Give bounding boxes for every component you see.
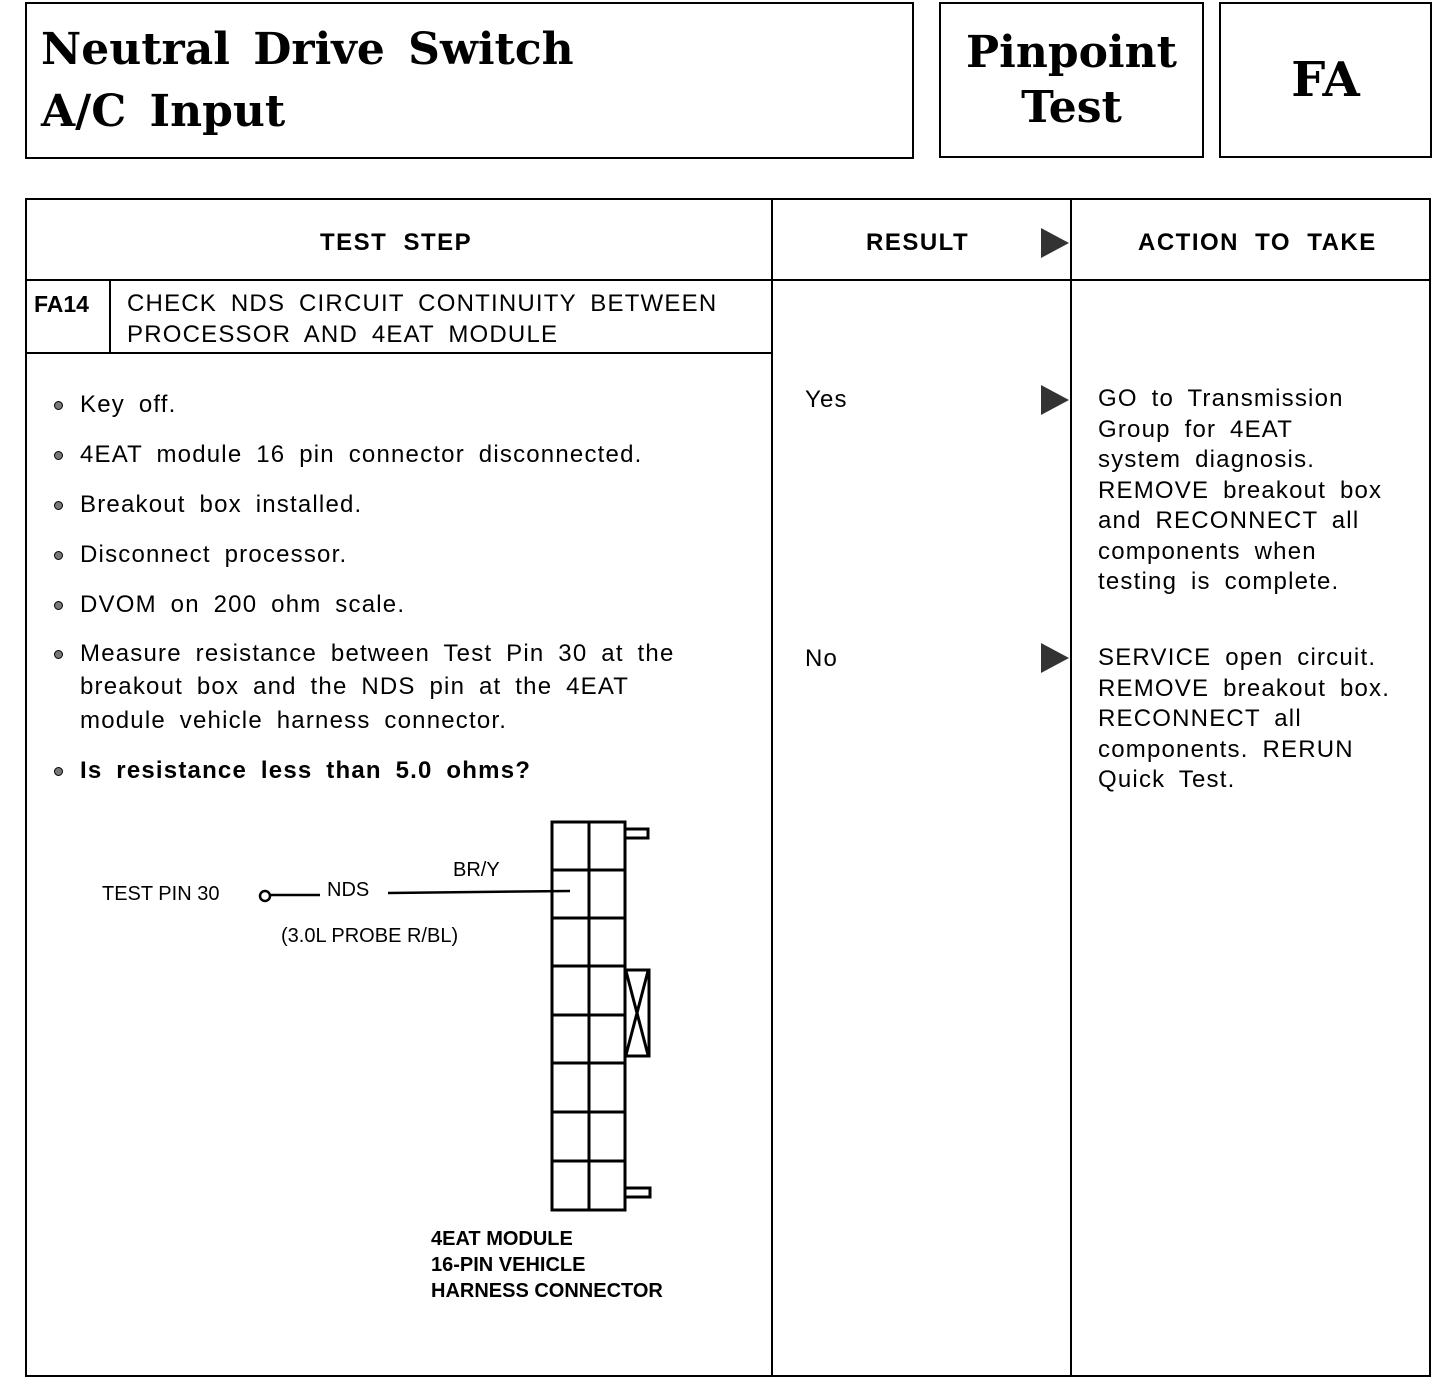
- action-line: GO to Transmission: [1098, 385, 1344, 412]
- action-line: REMOVE breakout box: [1098, 476, 1383, 504]
- result-no: No: [805, 645, 839, 672]
- step-item: Key off.: [80, 391, 177, 418]
- action-line: components when: [1098, 537, 1317, 565]
- step-item-line: breakout box and the NDS pin at the 4EAT: [80, 673, 630, 700]
- action-line: REMOVE breakout box.: [1098, 674, 1391, 702]
- column-header-test-step: TEST STEP: [320, 229, 473, 256]
- wire-nds: [388, 891, 570, 893]
- step-item: 4EAT module 16 pin connector disconnected.: [80, 441, 643, 468]
- wire-color-label: BR/Y: [453, 859, 500, 881]
- connector-lock: [625, 970, 649, 1056]
- action-line: testing is complete.: [1098, 568, 1340, 595]
- column-header-action: ACTION TO TAKE: [1138, 229, 1377, 256]
- action-line: and RECONNECT all: [1098, 507, 1360, 534]
- action-line: RECONNECT all: [1098, 705, 1302, 732]
- column-header-result: RESULT: [866, 229, 970, 256]
- connector-caption: [431, 1226, 663, 1304]
- action-line: SERVICE open circuit.: [1098, 644, 1377, 671]
- test-pin-terminal: [260, 891, 270, 901]
- step-question: Is resistance less than 5.0 ohms?: [80, 757, 532, 784]
- step-title-line1: CHECK NDS CIRCUIT CONTINUITY BETWEEN: [127, 290, 718, 317]
- test-pin-label: TEST PIN 30: [102, 883, 220, 905]
- test-code: FA: [1291, 52, 1360, 108]
- connector-body: [552, 822, 625, 1210]
- latch-tab-bottom: [625, 1188, 650, 1197]
- caption-line: 16-PIN VEHICLE: [431, 1254, 586, 1276]
- caption-line: HARNESS CONNECTOR: [431, 1280, 663, 1302]
- latch-tab-top: [625, 829, 648, 838]
- page-title-line2: A/C Input: [41, 86, 286, 137]
- step-item: DVOM on 200 ohm scale.: [80, 591, 406, 618]
- step-item-line: module vehicle harness connector.: [80, 707, 508, 734]
- page-title-line1: Neutral Drive Switch: [41, 24, 574, 75]
- step-item: Breakout box installed.: [80, 491, 363, 518]
- alt-wire-note: (3.0L PROBE R/BL): [281, 925, 459, 947]
- action-line: components. RERUN: [1098, 735, 1354, 763]
- test-type-line1: Pinpoint: [966, 27, 1177, 78]
- caption-line: 4EAT MODULE: [431, 1228, 573, 1250]
- test-type-line2: Test: [1021, 82, 1122, 133]
- step-item-line: Measure resistance between Test Pin 30 at the: [80, 640, 675, 667]
- step-item: Disconnect processor.: [80, 541, 348, 568]
- circuit-label: NDS: [327, 879, 370, 901]
- action-line: system diagnosis.: [1098, 446, 1316, 473]
- action-line: Quick Test.: [1098, 766, 1236, 793]
- step-title-line2: PROCESSOR AND 4EAT MODULE: [127, 321, 559, 348]
- action-line: Group for 4EAT: [1098, 415, 1294, 443]
- result-yes: Yes: [805, 386, 848, 413]
- step-id: FA14: [34, 291, 89, 317]
